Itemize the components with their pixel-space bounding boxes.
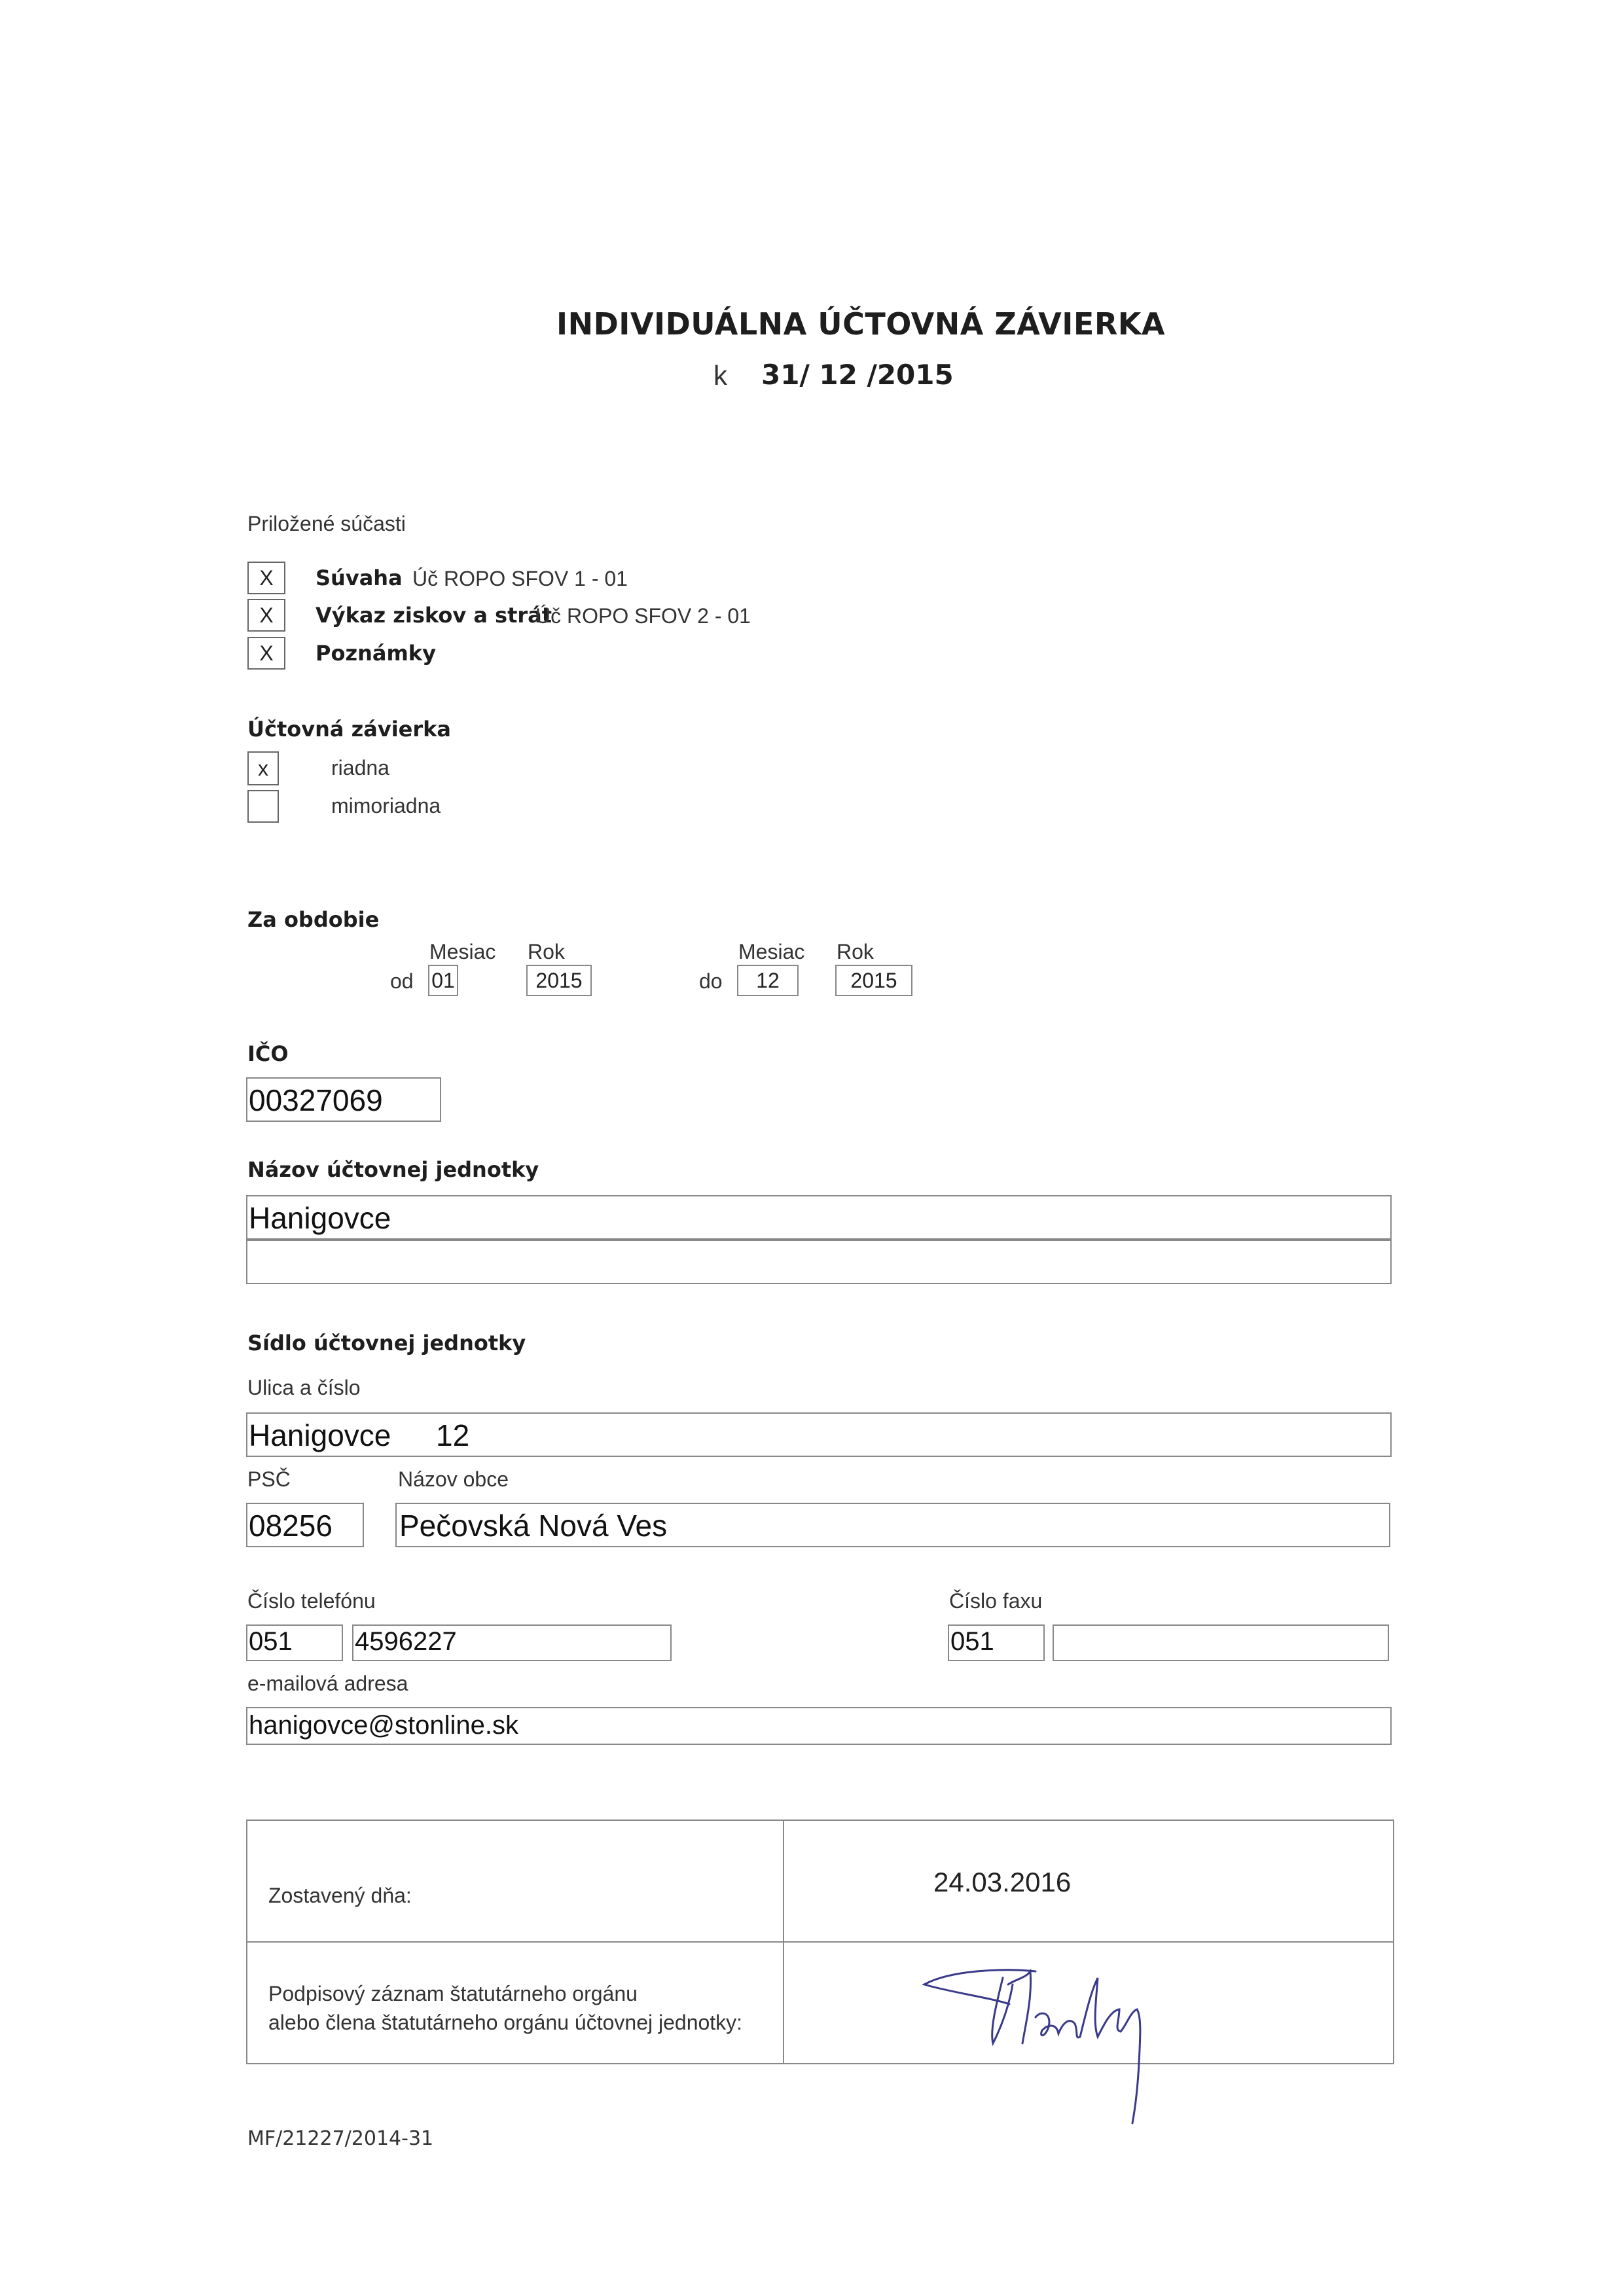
fax-label: Číslo faxu [949,1589,1043,1613]
email-field[interactable] [246,1707,1392,1745]
period-to-month-label: Mesiac [738,940,805,963]
closing-type-label-mimoriadna: mimoriadna [331,794,441,817]
attachment-checkbox-suvaha[interactable]: X [247,562,285,594]
closing-type-checkbox-mimoriadna[interactable] [247,790,279,823]
psc-label: PSČ [247,1467,291,1491]
ico-field[interactable] [246,1077,441,1122]
period-from-month-field[interactable]: 01 [428,965,458,996]
attachment-code-suvaha: Úč ROPO SFOV 1 - 01 [412,567,628,590]
period-from-year-field[interactable]: 2015 [526,965,592,996]
attachment-name-poznamky: Poznámky [316,641,436,666]
period-from-year-label: Rok [528,940,565,963]
email-label: e-mailová adresa [247,1672,408,1695]
date-prefix: k [713,360,727,391]
psc-value: 08256 [249,1509,333,1543]
city-field[interactable] [395,1503,1390,1547]
city-value: Pečovská Nová Ves [399,1509,668,1543]
document-title: INDIVIDUÁLNA ÚČTOVNÁ ZÁVIERKA [556,306,1165,342]
ico-value: 00327069 [249,1083,383,1117]
period-heading: Za obdobie [247,907,380,932]
signature-label-line2: alebo člena štatutárneho orgánu účtovnej jednotky: [268,2011,743,2034]
period-to-label: do [699,969,723,993]
closing-type-label-riadna: riadna [331,756,389,780]
signoff-table-bottom-border [246,2063,1394,2064]
phone-prefix-value: 051 [249,1627,293,1656]
signoff-table [246,1820,1394,2064]
ico-label: IČO [247,1041,289,1066]
attachment-name-suvaha: Súvaha [316,565,403,590]
phone-prefix-field[interactable] [246,1624,343,1661]
signoff-table-mid-border [246,1941,1394,1943]
signoff-table-right-border [1393,1820,1394,2064]
period-from-month-label: Mesiac [429,940,496,963]
entity-name-value-line1: Hanigovce [249,1201,391,1235]
period-to-year-label: Rok [837,940,874,963]
closing-date: 31/ 12 /2015 [761,359,954,391]
entity-name-field-line1[interactable] [246,1195,1392,1240]
period-to-year-field[interactable]: 2015 [835,965,912,996]
street-field[interactable] [246,1412,1392,1457]
attachment-code-vykaz: Úč ROPO SFOV 2 - 01 [535,604,751,628]
prepared-date: 24.03.2016 [933,1867,1072,1897]
closing-type-heading: Účtovná závierka [247,717,452,742]
period-from-label: od [390,969,414,993]
seat-heading: Sídlo účtovnej jednotky [247,1331,526,1355]
entity-name-field-line2[interactable] [246,1240,1392,1284]
attachment-checkbox-vykaz[interactable]: X [247,599,285,632]
closing-type-checkbox-riadna[interactable]: x [247,751,279,785]
form-code: MF/21227/2014-31 [247,2127,434,2150]
fax-prefix-value: 051 [950,1627,994,1656]
phone-label: Číslo telefónu [247,1589,376,1613]
email-value: hanigovce@stonline.sk [249,1711,518,1740]
signature-label-line1: Podpisový záznam štatutárneho orgánu [268,1982,638,2005]
entity-name-label: Názov účtovnej jednotky [247,1157,539,1182]
signoff-table-divider [783,1820,784,2064]
street-number-value: 12 [436,1418,470,1452]
handwritten-signature [911,1932,1186,2128]
phone-number-value: 4596227 [355,1627,457,1656]
prepared-label: Zostavený dňa: [268,1884,412,1907]
fax-prefix-field[interactable] [948,1624,1045,1661]
street-label: Ulica a číslo [247,1376,361,1399]
city-label: Názov obce [398,1467,509,1491]
period-to-month-field[interactable]: 12 [737,965,799,996]
signoff-table-top-border [246,1820,1394,1821]
attachment-checkbox-poznamky[interactable]: X [247,637,285,670]
psc-field[interactable] [246,1503,364,1547]
phone-number-field[interactable] [352,1624,672,1661]
signoff-table-left-border [246,1820,247,2064]
attachments-heading: Priložené súčasti [247,512,406,535]
street-value: Hanigovce [249,1418,391,1452]
attachment-name-vykaz: Výkaz ziskov a strát [316,603,552,628]
fax-number-field[interactable] [1053,1624,1389,1661]
